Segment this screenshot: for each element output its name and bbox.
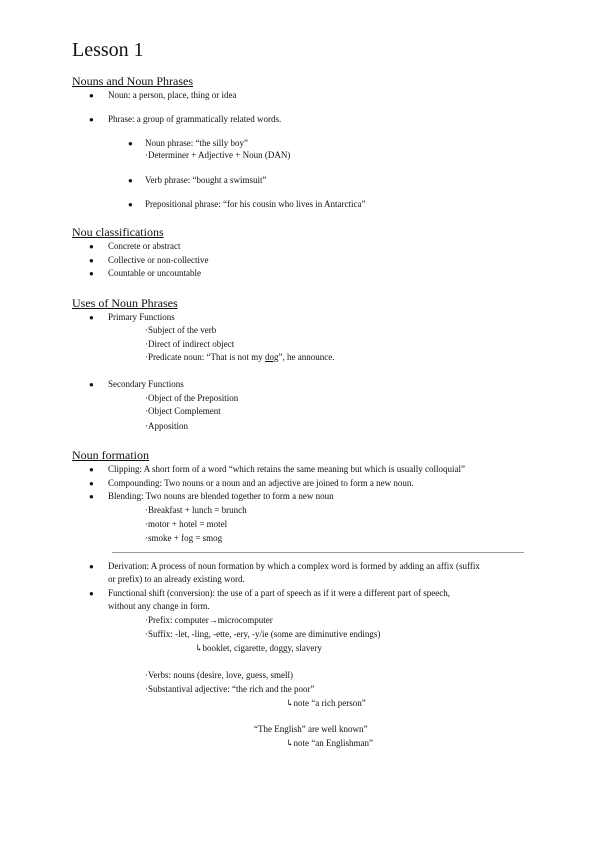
phrase-definition: Phrase: a group of grammatically related words. [108, 114, 282, 124]
bullet-icon: ● [89, 492, 94, 501]
predicate-word: dog [264, 352, 279, 362]
noun-definition: Noun: a person, place, thing or idea [108, 90, 237, 100]
bullet-icon: ● [89, 242, 94, 251]
substantival-adjective: ·Substantival adjective: “the rich and the poor” [145, 684, 315, 694]
bullet-icon: ● [128, 176, 133, 185]
bullet-icon: ● [89, 380, 94, 389]
bullet-icon: ● [89, 479, 94, 488]
predicate-prefix: ·Predicate noun: “That is not my [145, 352, 265, 362]
bullet-icon: ● [89, 115, 94, 124]
bullet-icon: ● [89, 589, 94, 598]
section-heading-classifications: Nou classifications [72, 225, 164, 239]
blend-example: ·motor + hotel = motel [145, 519, 228, 529]
note-rich-person: ↳note “a rich person” [286, 698, 366, 708]
clipping: Clipping: A short form of a word “which retains the same meaning but which is usually colloquial” [108, 464, 465, 474]
section-heading-nouns: Nouns and Noun Phrases [72, 74, 193, 88]
secondary-functions: Secondary Functions [108, 379, 184, 389]
functional-shift-line-1: Functional shift (conversion): the use of a part of speech as if it were a different part of speech, [108, 588, 450, 598]
horizontal-divider [112, 552, 524, 553]
prefix-example: ·Prefix: computer→microcomputer [145, 615, 273, 625]
bullet-icon: ● [89, 91, 94, 100]
derivation-line-1: Derivation: A process of noun formation by which a complex word is formed by adding an affix (suffix [108, 561, 480, 571]
suffix-example: ·Suffix: -let, -ling, -ette, -ery, -y/ie (some are diminutive endings) [145, 629, 381, 639]
bullet-icon: ● [128, 139, 133, 148]
predicate-suffix: ”, he announce. [278, 352, 335, 362]
list-item: Countable or uncountable [108, 268, 201, 278]
list-item: ·Subject of the verb [145, 325, 217, 335]
note-englishman: ↳note “an Englishman” [286, 738, 374, 748]
predicate-noun [145, 352, 334, 363]
noun-phrase-sub: ·Determiner + Adjective + Noun (DAN) [145, 150, 291, 160]
verbs-example: ·Verbs: nouns (desire, love, guess, smell) [145, 670, 293, 680]
bullet-icon: ● [89, 465, 94, 474]
noun-phrase: Noun phrase: “the silly boy” [145, 138, 248, 148]
blend-example: ·Breakfast + lunch = brunch [145, 505, 247, 515]
blending: Blending: Two nouns are blended together to form a new noun [108, 491, 334, 501]
bullet-icon: ● [128, 200, 133, 209]
list-item: ·Apposition [145, 421, 189, 431]
derivation-line-2: or prefix) to an already existing word. [108, 574, 245, 584]
list-item: Collective or non-collective [108, 255, 209, 265]
verb-phrase: Verb phrase: “bought a swimsuit” [145, 175, 267, 185]
list-item: Concrete or abstract [108, 241, 181, 251]
compounding: Compounding: Two nouns or a noun and an adjective are joined to form a new noun. [108, 478, 414, 488]
bullet-icon: ● [89, 562, 94, 571]
list-item: ·Object Complement [145, 406, 221, 416]
prepositional-phrase: Prepositional phrase: “for his cousin who lives in Antarctica” [145, 199, 366, 209]
english-example: “The English” are well known” [254, 724, 368, 734]
functional-shift-line-2: without any change in form. [108, 601, 210, 611]
list-item: ·Direct of indirect object [145, 339, 235, 349]
page-title: Lesson 1 [72, 39, 144, 61]
primary-functions: Primary Functions [108, 312, 175, 322]
bullet-icon: ● [89, 313, 94, 322]
bullet-icon: ● [89, 256, 94, 265]
section-heading-formation: Noun formation [72, 448, 149, 462]
blend-example: ·smoke + fog = smog [145, 533, 223, 543]
list-item: ·Object of the Preposition [145, 393, 239, 403]
bullet-icon: ● [89, 269, 94, 278]
suffix-examples-list: ↳booklet, cigarette, doggy, slavery [195, 643, 322, 653]
section-heading-uses: Uses of Noun Phrases [72, 296, 178, 310]
